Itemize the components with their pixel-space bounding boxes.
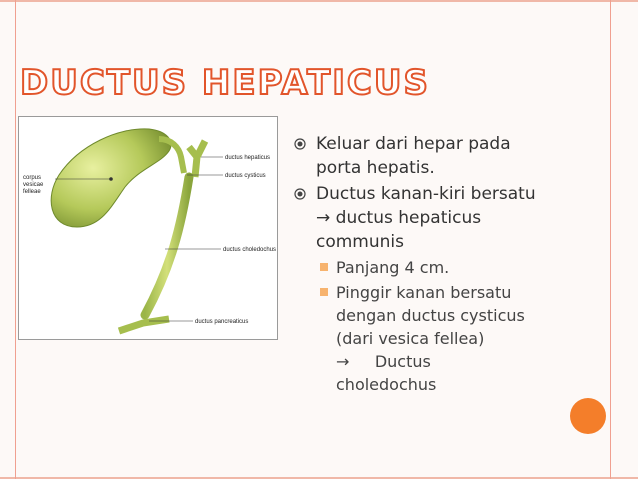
bullet-line: Ductus kanan-kiri bersatu — [316, 184, 536, 204]
bullet-item — [294, 132, 594, 180]
choledochus-shape — [145, 177, 189, 315]
frame-right-border — [610, 0, 611, 479]
bullet-line: → ductus hepaticus — [316, 208, 482, 228]
sub-bullet-line: Pinggir kanan bersatu — [336, 283, 512, 302]
square-bullet-icon — [320, 288, 328, 296]
bullet-line: Keluar dari hepar pada — [316, 134, 511, 154]
square-bullet-icon — [320, 263, 328, 271]
sub-bullet-line: (dari vesica fellea) — [336, 329, 485, 348]
sub-bullet-item — [316, 256, 594, 279]
bullet-item — [294, 182, 594, 254]
label-felleae: felleae — [23, 189, 41, 195]
slide-title: DUCTUS HEPATICUS — [20, 63, 430, 103]
frame-top-border — [0, 0, 638, 2]
anatomy-figure — [18, 116, 278, 340]
target-bullet-icon — [294, 138, 306, 150]
sub-bullet-line: dengan ductus cysticus — [336, 306, 525, 325]
label-ductus-choledochus: ductus choledochus — [223, 247, 277, 253]
target-bullet-icon — [294, 188, 306, 200]
hepatic-duct-shape — [189, 141, 205, 177]
gallbladder-illustration — [19, 117, 277, 339]
bullet-content — [294, 132, 594, 398]
bullet-line: communis — [316, 232, 404, 252]
sub-bullet-line: Panjang 4 cm. — [336, 258, 450, 277]
sub-bullet-item — [316, 281, 594, 396]
label-corpus: corpus — [23, 175, 42, 181]
label-vesicae: vesicae — [23, 182, 44, 188]
sub-bullet-line: → Ductus — [336, 352, 431, 371]
bullet-line: porta hepatis. — [316, 158, 435, 178]
frame-left-border — [15, 0, 16, 479]
label-ductus-hepaticus: ductus hepaticus — [225, 155, 271, 161]
label-ductus-pancreaticus: ductus pancreaticus — [195, 319, 249, 325]
sub-bullet-line: choledochus — [336, 375, 437, 394]
orange-circle-decoration — [570, 398, 606, 434]
label-ductus-cysticus: ductus cysticus — [225, 173, 266, 179]
